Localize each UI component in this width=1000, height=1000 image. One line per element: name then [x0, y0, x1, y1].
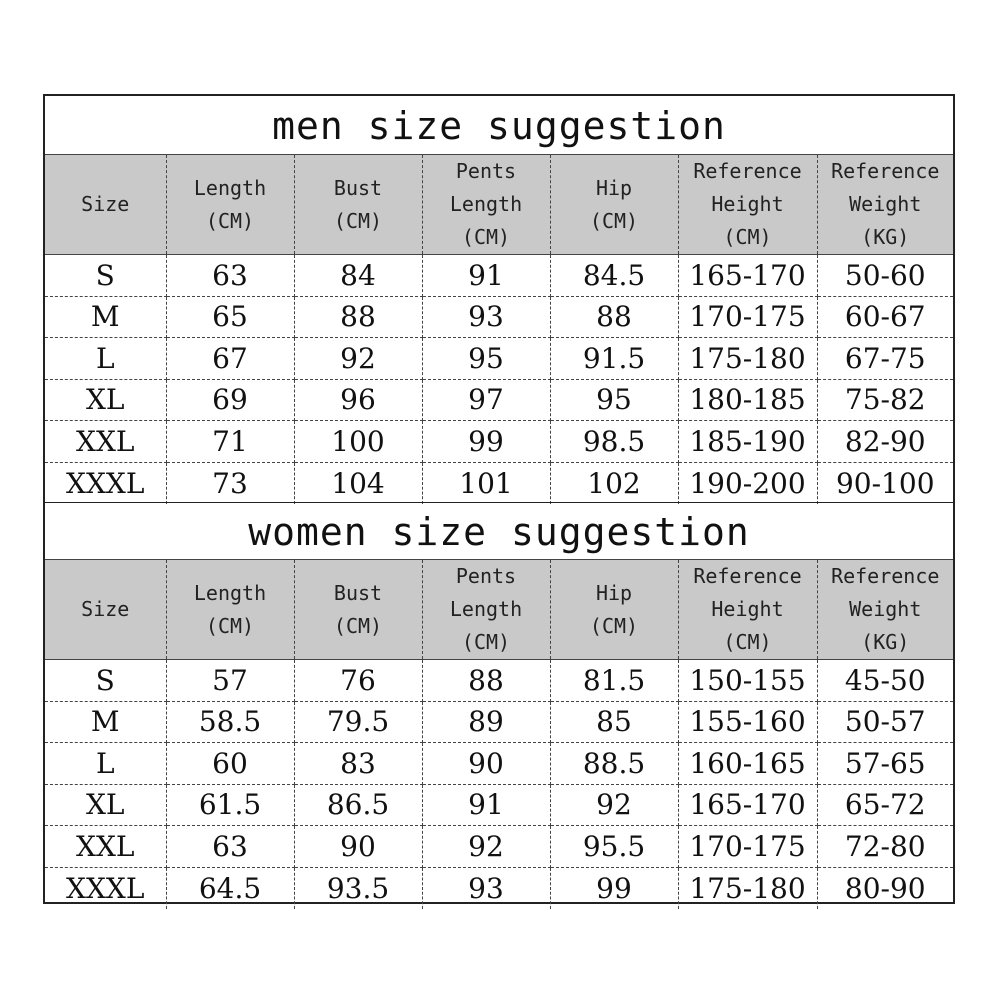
- table-cell: 165-170: [678, 784, 817, 826]
- table-cell: 80-90: [817, 867, 953, 909]
- column-header-line: (CM): [723, 630, 772, 654]
- column-header-line: Pents: [455, 159, 517, 183]
- table-row: [45, 462, 953, 504]
- column-header-line: (CM): [723, 225, 772, 249]
- column-header: [166, 560, 294, 660]
- column-header-line: Length: [193, 580, 267, 605]
- size-cell: XL: [45, 379, 166, 421]
- women-section-title: women size suggestion: [248, 510, 750, 554]
- table-cell: 95: [422, 338, 550, 380]
- column-header: [550, 560, 678, 660]
- column-header-line: Weight: [849, 192, 922, 216]
- column-header-line: Bust: [333, 175, 383, 200]
- table-cell: 155-160: [678, 701, 817, 743]
- table-cell: 185-190: [678, 421, 817, 463]
- column-header-line: (KG): [861, 225, 910, 249]
- table-cell: 45-50: [817, 660, 953, 702]
- table-cell: 95: [550, 379, 678, 421]
- table-header-row: [45, 560, 953, 660]
- column-header-line: (CM): [333, 208, 383, 233]
- column-header-line: Reference: [831, 159, 940, 183]
- column-header: [678, 560, 817, 660]
- table-cell: 100: [294, 421, 422, 463]
- column-header: [294, 560, 422, 660]
- column-header-line: Reference: [693, 159, 802, 183]
- size-cell: L: [45, 338, 166, 380]
- table-row: [45, 826, 953, 868]
- size-cell: XXXL: [45, 867, 166, 909]
- column-header: [550, 155, 678, 255]
- column-header: [422, 155, 550, 255]
- size-cell: S: [45, 660, 166, 702]
- column-header: [45, 155, 166, 255]
- table-cell: 97: [422, 379, 550, 421]
- table-cell: 104: [294, 462, 422, 504]
- table-cell: 73: [166, 462, 294, 504]
- size-cell: XL: [45, 784, 166, 826]
- table-cell: 81.5: [550, 660, 678, 702]
- table-cell: 79.5: [294, 701, 422, 743]
- table-header-row: [45, 155, 953, 255]
- table-cell: 92: [422, 826, 550, 868]
- table-cell: 90: [422, 743, 550, 785]
- column-header-line: (CM): [461, 630, 511, 654]
- size-chart: [43, 94, 955, 904]
- size-cell: S: [45, 255, 166, 297]
- table-cell: 65-72: [817, 784, 953, 826]
- table-row: [45, 255, 953, 297]
- table-cell: 170-175: [678, 826, 817, 868]
- table-cell: 175-180: [678, 867, 817, 909]
- table-cell: 93: [422, 867, 550, 909]
- table-cell: 95.5: [550, 826, 678, 868]
- table-cell: 72-80: [817, 826, 953, 868]
- table-cell: 90-100: [817, 462, 953, 504]
- column-header-line: Reference: [693, 564, 802, 588]
- table-cell: 82-90: [817, 421, 953, 463]
- table-cell: 91.5: [550, 338, 678, 380]
- column-header-line: (KG): [861, 630, 910, 654]
- column-header: [678, 155, 817, 255]
- column-header-line: (CM): [589, 208, 639, 233]
- table-cell: 88: [294, 296, 422, 338]
- size-cell: XXXL: [45, 462, 166, 504]
- table-cell: 60-67: [817, 296, 953, 338]
- column-header: [45, 560, 166, 660]
- column-header-line: Hip: [595, 175, 633, 200]
- table-cell: 76: [294, 660, 422, 702]
- table-row: [45, 421, 953, 463]
- table-cell: 92: [550, 784, 678, 826]
- table-cell: 60: [166, 743, 294, 785]
- column-header: [294, 155, 422, 255]
- table-cell: 58.5: [166, 701, 294, 743]
- table-row: [45, 784, 953, 826]
- table-cell: 71: [166, 421, 294, 463]
- section-divider: [45, 502, 953, 503]
- table-cell: 84.5: [550, 255, 678, 297]
- table-cell: 190-200: [678, 462, 817, 504]
- table-cell: 88: [550, 296, 678, 338]
- table-cell: 57: [166, 660, 294, 702]
- column-header-line: Reference: [831, 564, 940, 588]
- table-cell: 93: [422, 296, 550, 338]
- table-cell: 69: [166, 379, 294, 421]
- table-cell: 150-155: [678, 660, 817, 702]
- table-cell: 84: [294, 255, 422, 297]
- table-cell: 180-185: [678, 379, 817, 421]
- column-header-line: Bust: [333, 580, 383, 605]
- table-cell: 170-175: [678, 296, 817, 338]
- table-cell: 98.5: [550, 421, 678, 463]
- table-cell: 90: [294, 826, 422, 868]
- table-row: [45, 701, 953, 743]
- men-size-table: [45, 154, 953, 504]
- table-cell: 86.5: [294, 784, 422, 826]
- table-cell: 63: [166, 826, 294, 868]
- column-header-line: (CM): [205, 208, 255, 233]
- women-size-table: [45, 559, 953, 909]
- column-header: [422, 560, 550, 660]
- men-section-title: men size suggestion: [272, 104, 726, 148]
- table-row: [45, 660, 953, 702]
- table-cell: 99: [550, 867, 678, 909]
- table-cell: 85: [550, 701, 678, 743]
- table-cell: 67: [166, 338, 294, 380]
- table-cell: 102: [550, 462, 678, 504]
- table-cell: 50-57: [817, 701, 953, 743]
- table-cell: 64.5: [166, 867, 294, 909]
- table-cell: 83: [294, 743, 422, 785]
- column-header-line: Size: [81, 597, 130, 621]
- column-header-line: (CM): [333, 613, 383, 638]
- column-header-line: (CM): [461, 225, 511, 249]
- column-header-line: Height: [711, 192, 784, 216]
- column-header-line: Hip: [595, 580, 633, 605]
- table-cell: 50-60: [817, 255, 953, 297]
- table-cell: 63: [166, 255, 294, 297]
- size-cell: XXL: [45, 421, 166, 463]
- table-row: [45, 867, 953, 909]
- table-cell: 88: [422, 660, 550, 702]
- table-cell: 88.5: [550, 743, 678, 785]
- table-row: [45, 296, 953, 338]
- table-row: [45, 379, 953, 421]
- column-header-line: Length: [449, 192, 523, 216]
- column-header: [166, 155, 294, 255]
- table-cell: 61.5: [166, 784, 294, 826]
- column-header-line: (CM): [589, 613, 639, 638]
- table-row: [45, 743, 953, 785]
- column-header: [817, 155, 953, 255]
- column-header: [817, 560, 953, 660]
- table-cell: 160-165: [678, 743, 817, 785]
- size-cell: M: [45, 701, 166, 743]
- table-cell: 92: [294, 338, 422, 380]
- column-header-line: Weight: [849, 597, 922, 621]
- column-header-line: Height: [711, 597, 784, 621]
- table-cell: 101: [422, 462, 550, 504]
- table-cell: 91: [422, 784, 550, 826]
- table-cell: 65: [166, 296, 294, 338]
- column-header-line: Length: [449, 597, 523, 621]
- size-cell: XXL: [45, 826, 166, 868]
- column-header-line: Size: [81, 192, 130, 216]
- table-cell: 67-75: [817, 338, 953, 380]
- table-cell: 89: [422, 701, 550, 743]
- table-cell: 75-82: [817, 379, 953, 421]
- table-cell: 165-170: [678, 255, 817, 297]
- table-cell: 91: [422, 255, 550, 297]
- table-cell: 175-180: [678, 338, 817, 380]
- table-cell: 93.5: [294, 867, 422, 909]
- column-header-line: Pents: [455, 564, 517, 588]
- size-cell: M: [45, 296, 166, 338]
- table-cell: 96: [294, 379, 422, 421]
- column-header-line: (CM): [205, 613, 255, 638]
- table-cell: 99: [422, 421, 550, 463]
- size-cell: L: [45, 743, 166, 785]
- column-header-line: Length: [193, 175, 267, 200]
- table-row: [45, 338, 953, 380]
- table-cell: 57-65: [817, 743, 953, 785]
